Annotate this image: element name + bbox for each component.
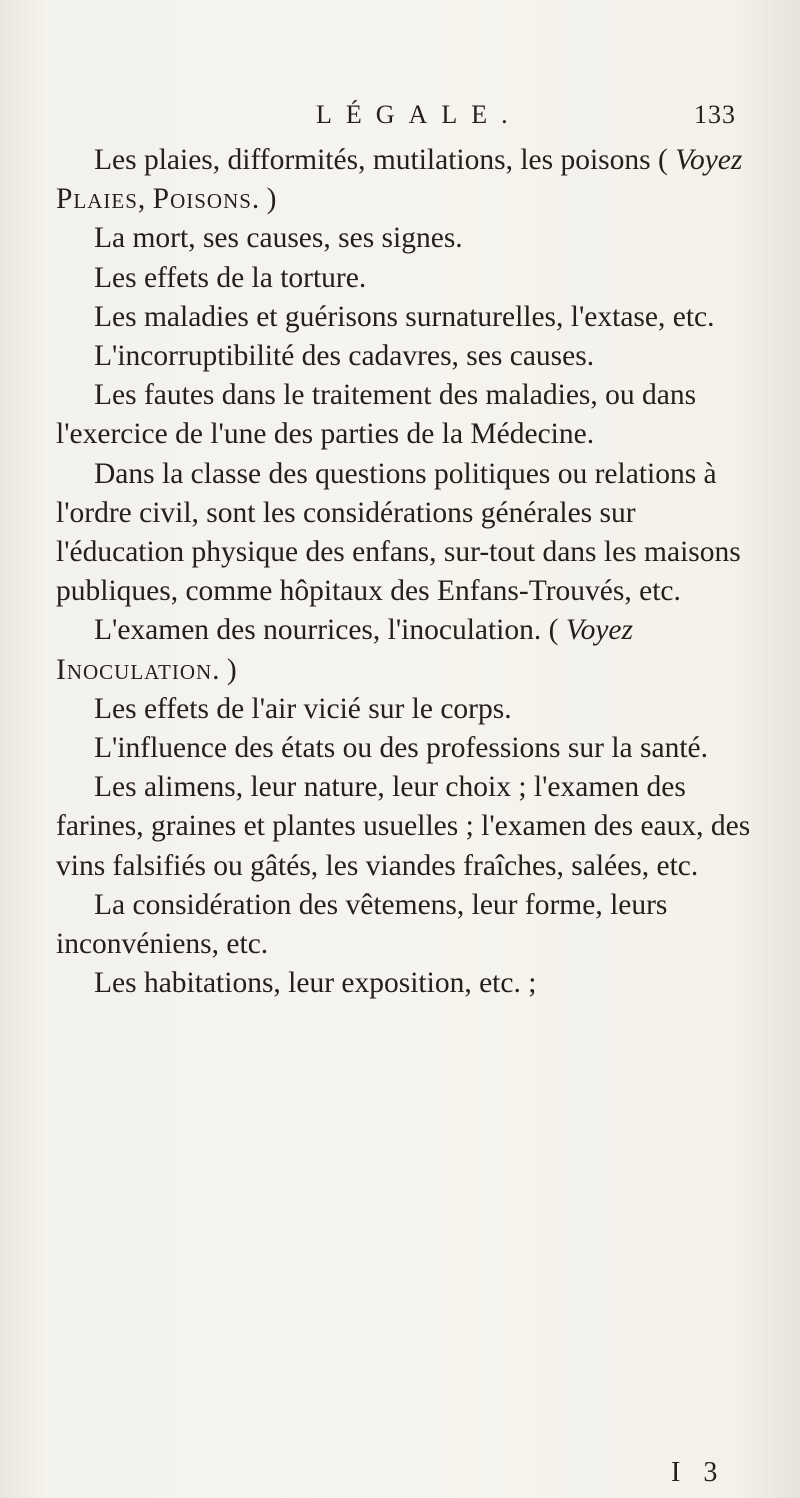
paragraph: [56, 690, 756, 729]
paragraph-text: . ): [212, 653, 237, 686]
paragraph: [56, 455, 756, 612]
paragraph-text: Les effets de la torture.: [94, 261, 367, 294]
paragraph-text: ,: [137, 183, 153, 216]
paragraph-text: Les effets de l'air vicié sur le corps.: [94, 692, 512, 725]
paragraph-text: Les alimens, leur nature, leur choix ; l'examen des farines, graines et plantes usuelles ; l'examen des eaux, des vins falsifiés ou gâtés, les viandes fraîches, salées, etc.: [56, 771, 751, 882]
paragraph: [56, 729, 756, 768]
paragraph-text: Les fautes dans le traitement des maladies, ou dans l'exercice de l'une des parties de la Médecine.: [56, 379, 697, 451]
running-head: LÉGALE.: [316, 100, 522, 129]
paragraph: [56, 337, 756, 376]
page-number: 133: [694, 100, 736, 129]
body-text: [56, 141, 756, 1003]
paragraph: [56, 768, 756, 886]
cross-reference-entry: Plaies: [56, 183, 138, 216]
cross-reference-voyez: Voyez: [675, 144, 743, 176]
paragraph: [56, 219, 756, 258]
paragraph: [56, 376, 756, 454]
paragraph: [56, 259, 756, 298]
paragraph-text: Les plaies, difformités, mutilations, les poisons (: [94, 144, 676, 176]
paragraph: [56, 886, 756, 964]
paragraph-text: La considération des vêtemens, leur forme, leurs inconvéniens, etc.: [56, 888, 668, 961]
paragraph-text: Les maladies et guérisons surnaturelles, l'extase, etc.: [94, 300, 715, 333]
paragraph-text: L'incorruptibilité des cadavres, ses causes.: [94, 340, 595, 373]
paragraph: [56, 964, 756, 1003]
paragraph-text: Dans la classe des questions politiques ou relations à l'ordre civil, sont les considérations générales sur l'éducation physique des enfans, sur-tout dans les maisons publiques, comme hôpitaux des Enfans-Trouvés, etc.: [56, 457, 741, 608]
paragraph: [56, 611, 756, 689]
signature-mark: I 3: [671, 1457, 726, 1488]
cross-reference-voyez: Voyez: [565, 614, 633, 647]
cross-reference-entry: Inoculation: [56, 653, 213, 686]
paragraph: [56, 298, 756, 337]
paragraph-text: La mort, ses causes, ses signes.: [94, 222, 463, 255]
cross-reference-entry: Poisons: [152, 183, 252, 216]
paragraph-text: L'examen des nourrices, l'inoculation. (: [94, 614, 566, 647]
paragraph-text: . ): [251, 183, 277, 216]
paragraph: [56, 141, 756, 219]
page-header: [0, 100, 800, 136]
paragraph-text: L'influence des états ou des professions sur la santé.: [94, 732, 708, 765]
paragraph-text: Les habitations, leur exposition, etc. ;: [94, 967, 537, 1000]
